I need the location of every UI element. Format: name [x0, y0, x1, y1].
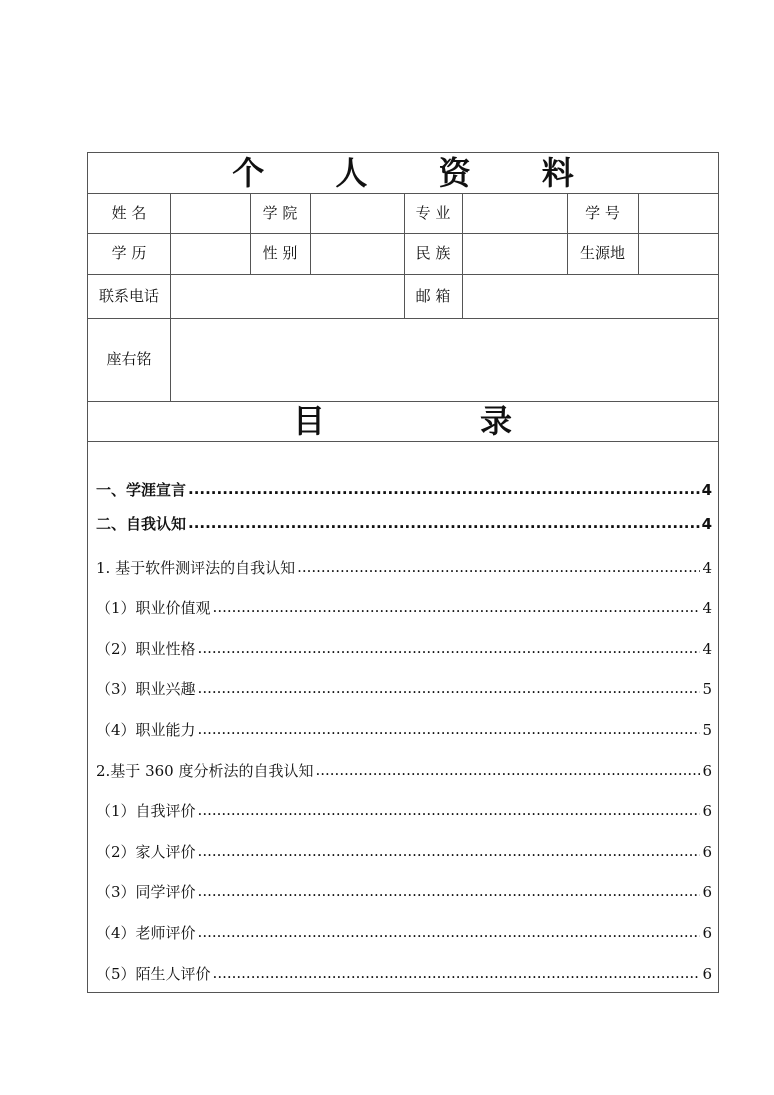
toc-entry[interactable] — [96, 841, 712, 862]
divider — [170, 193, 171, 318]
toc-entry[interactable] — [96, 638, 712, 659]
label-college: 学 院 — [262, 204, 298, 222]
toc-leader — [198, 679, 701, 694]
toc-entry[interactable] — [96, 881, 712, 902]
toc-leader — [198, 923, 701, 938]
toc-entry-page: 4 — [702, 599, 712, 617]
toc-entry-page: 5 — [702, 680, 712, 698]
toc-entry[interactable] — [96, 557, 712, 578]
toc-entry-page: 6 — [702, 883, 712, 901]
divider — [170, 318, 171, 401]
toc-entry-text: （5）陌生人评价 — [96, 965, 211, 983]
toc-entry[interactable] — [96, 597, 712, 618]
document-frame — [87, 152, 719, 993]
toc-entry-page: 5 — [702, 721, 712, 739]
toc-entry[interactable] — [96, 922, 712, 943]
toc-title — [88, 401, 718, 441]
toc-entry-text: （3）同学评价 — [96, 883, 196, 901]
divider — [88, 274, 718, 275]
toc-leader — [198, 801, 701, 816]
label-major: 专 业 — [415, 204, 451, 222]
toc-entry-text: （2）职业性格 — [96, 640, 196, 658]
toc-leader — [213, 964, 701, 979]
label-education: 学 历 — [111, 244, 147, 262]
toc-entry[interactable] — [96, 800, 712, 821]
divider — [88, 441, 718, 442]
toc-entry-page: 6 — [702, 762, 712, 780]
toc-entry-text: 2.基于 360 度分析法的自我认知 — [96, 762, 314, 780]
toc-entry-page: 6 — [702, 965, 712, 983]
profile-title: 个 人 资 料 — [232, 154, 604, 192]
toc-entry-page: 6 — [702, 924, 712, 942]
label-origin: 生源地 — [579, 244, 625, 262]
toc-leader — [198, 842, 701, 857]
label-motto: 座右铭 — [106, 350, 152, 368]
toc-leader — [297, 558, 700, 573]
divider — [462, 193, 463, 318]
toc-leader — [213, 598, 701, 613]
toc-entry[interactable] — [96, 513, 712, 534]
toc-leader — [198, 639, 701, 654]
divider — [310, 193, 311, 274]
toc-entry[interactable] — [96, 719, 712, 740]
toc-entry-text: 二、自我认知 — [96, 515, 187, 533]
toc-leader — [198, 720, 701, 735]
toc-entry-page: 4 — [702, 559, 712, 577]
toc-entry-text: （3）职业兴趣 — [96, 680, 196, 698]
divider — [88, 233, 718, 234]
label-student-id: 学 号 — [585, 204, 620, 222]
toc-entry-page: 4 — [702, 640, 712, 658]
toc-entry-text: 1. 基于软件测评法的自我认知 — [96, 559, 296, 577]
toc-entry-text: （4）老师评价 — [96, 924, 196, 942]
toc-leader — [315, 761, 700, 776]
divider — [638, 193, 639, 274]
toc-title-left: 目 — [293, 402, 326, 440]
toc-entry[interactable] — [96, 479, 712, 500]
label-phone: 联系电话 — [98, 287, 159, 305]
toc-entry-page: 6 — [702, 802, 712, 820]
toc-entry-text: （4）职业能力 — [96, 721, 196, 739]
toc-entry-text: （1）职业价值观 — [96, 599, 211, 617]
toc-leader — [198, 882, 701, 897]
toc-entry-text: 一、学涯宣言 — [96, 481, 187, 499]
label-ethnicity: 民 族 — [415, 244, 451, 262]
toc-entry-text: （2）家人评价 — [96, 843, 196, 861]
toc-entry-page: 4 — [701, 515, 712, 533]
toc-entry-page: 6 — [702, 843, 712, 861]
toc-entry-text: （1）自我评价 — [96, 802, 196, 820]
toc-entry[interactable] — [96, 760, 712, 781]
toc-leader — [188, 480, 700, 495]
divider — [88, 318, 718, 319]
label-email: 邮 箱 — [415, 287, 451, 305]
label-name: 姓 名 — [111, 204, 147, 222]
toc-leader — [188, 514, 700, 529]
toc-entry[interactable] — [96, 963, 712, 984]
toc-title-right: 录 — [480, 402, 513, 440]
toc-entry[interactable] — [96, 678, 712, 699]
divider — [88, 193, 718, 194]
toc-entry-page: 4 — [701, 481, 712, 499]
label-gender: 性 别 — [262, 244, 298, 262]
